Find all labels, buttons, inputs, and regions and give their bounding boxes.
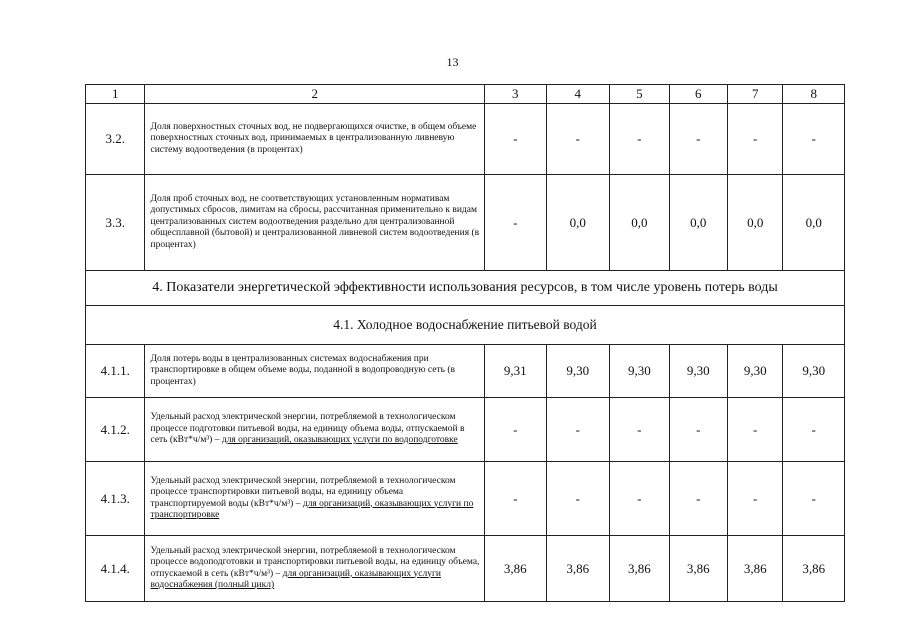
table-row: [86, 345, 845, 398]
row-description: Доля поверхностных сточных вод, не подвергающихся очистке, в общем объеме поверхностных сточных вод, принимаемых в централизованную ливневую систему водоотведения (в процентах): [145, 104, 484, 175]
row-value: 3,86: [728, 536, 783, 602]
row-value: 9,30: [610, 345, 669, 398]
row-value: 0,0: [546, 175, 610, 271]
row-value: 0,0: [728, 175, 783, 271]
row-value: 9,30: [728, 345, 783, 398]
row-value: -: [783, 398, 845, 462]
row-value: -: [783, 104, 845, 175]
row-value: -: [728, 462, 783, 536]
row-number: 3.2.: [86, 104, 145, 175]
header-cell: 5: [610, 85, 669, 104]
row-value: 3,86: [484, 536, 546, 602]
row-value: -: [669, 398, 727, 462]
row-value: 3,86: [546, 536, 610, 602]
table-row: [86, 175, 845, 271]
row-value: 3,86: [610, 536, 669, 602]
row-number: 4.1.3.: [86, 462, 145, 536]
table-row: [86, 462, 845, 536]
description-text: Удельный расход электрической энергии, потребляемой в технологическом процессе подготовки питьевой воды, на единицу объема воды, отпускаемой в сеть (кВт*ч/м³) –: [150, 412, 465, 446]
row-value: 0,0: [783, 175, 845, 271]
description-underlined-text: для организаций, оказывающих услуги по водоподготовке: [221, 435, 458, 446]
row-description: [145, 536, 484, 602]
row-value: 3,86: [669, 536, 727, 602]
row-value: 3,86: [783, 536, 845, 602]
row-number: 3.3.: [86, 175, 145, 271]
row-number: 4.1.1.: [86, 345, 145, 398]
row-value: -: [728, 104, 783, 175]
header-cell: 4: [546, 85, 610, 104]
row-value: 0,0: [669, 175, 727, 271]
row-value: -: [669, 462, 727, 536]
header-cell: 2: [145, 85, 484, 104]
description-text: Удельный расход электрической энергии, потребляемой в технологическом процессе транспортировки питьевой воды, на единицу объема транспортируемой воды (кВт*ч/м³) –: [150, 475, 456, 509]
section-row: [86, 271, 845, 306]
header-cell: 7: [728, 85, 783, 104]
row-description: [145, 398, 484, 462]
page-number: 13: [446, 55, 459, 69]
row-value: 0,0: [610, 175, 669, 271]
row-description: Доля проб сточных вод, не соответствующих установленным нормативам допустимых сбросов, лимитам на сбросы, рассчитанная применительно к видам централизованных систем водоотведения раздельно для централизованной общесплавной (бытовой) и централизованной ливневой систем водоотведения (в процентах): [145, 175, 484, 271]
header-cell: 3: [484, 85, 546, 104]
row-description: Доля потерь воды в централизованных системах водоснабжения при транспортировке в общем объеме воды, поданной в водопроводную сеть (в процентах): [145, 345, 484, 398]
row-value: 9,31: [484, 345, 546, 398]
description-underlined-text: для организаций, оказывающих услуги водоснабжения (полный цикл): [150, 568, 441, 590]
table-row: [86, 536, 845, 602]
row-value: -: [484, 175, 546, 271]
row-value: -: [783, 462, 845, 536]
table-row: [86, 398, 845, 462]
row-value: 9,30: [669, 345, 727, 398]
row-number: 4.1.2.: [86, 398, 145, 462]
row-value: -: [546, 462, 610, 536]
row-value: -: [484, 462, 546, 536]
header-row: [86, 85, 845, 104]
table-row: [86, 104, 845, 175]
header-cell: 6: [669, 85, 727, 104]
row-value: -: [484, 104, 546, 175]
header-cell: 1: [86, 85, 145, 104]
subsection-row: [86, 306, 845, 345]
subsection-title: 4.1. Холодное водоснабжение питьевой водой: [86, 306, 845, 345]
row-value: -: [610, 462, 669, 536]
row-value: 9,30: [783, 345, 845, 398]
row-number: 4.1.4.: [86, 536, 145, 602]
row-value: -: [546, 398, 610, 462]
row-value: -: [610, 104, 669, 175]
description-underlined-text: для организаций, оказывающих услуги по транспортировке: [150, 498, 474, 520]
row-value: -: [669, 104, 727, 175]
row-value: 9,30: [546, 345, 610, 398]
row-description: [145, 462, 484, 536]
section-title: 4. Показатели энергетической эффективности использования ресурсов, в том числе уровень потерь воды: [86, 271, 845, 306]
header-cell: 8: [783, 85, 845, 104]
row-value: -: [728, 398, 783, 462]
description-text: Удельный расход электрической энергии, потребляемой в технологическом процессе водоподготовки и транспортировки питьевой воды, на единицу объема, отпускаемой в сеть (кВт*ч/м³) –: [150, 545, 480, 579]
indicators-table: [85, 84, 845, 602]
row-value: -: [484, 398, 546, 462]
row-value: -: [546, 104, 610, 175]
row-value: -: [610, 398, 669, 462]
